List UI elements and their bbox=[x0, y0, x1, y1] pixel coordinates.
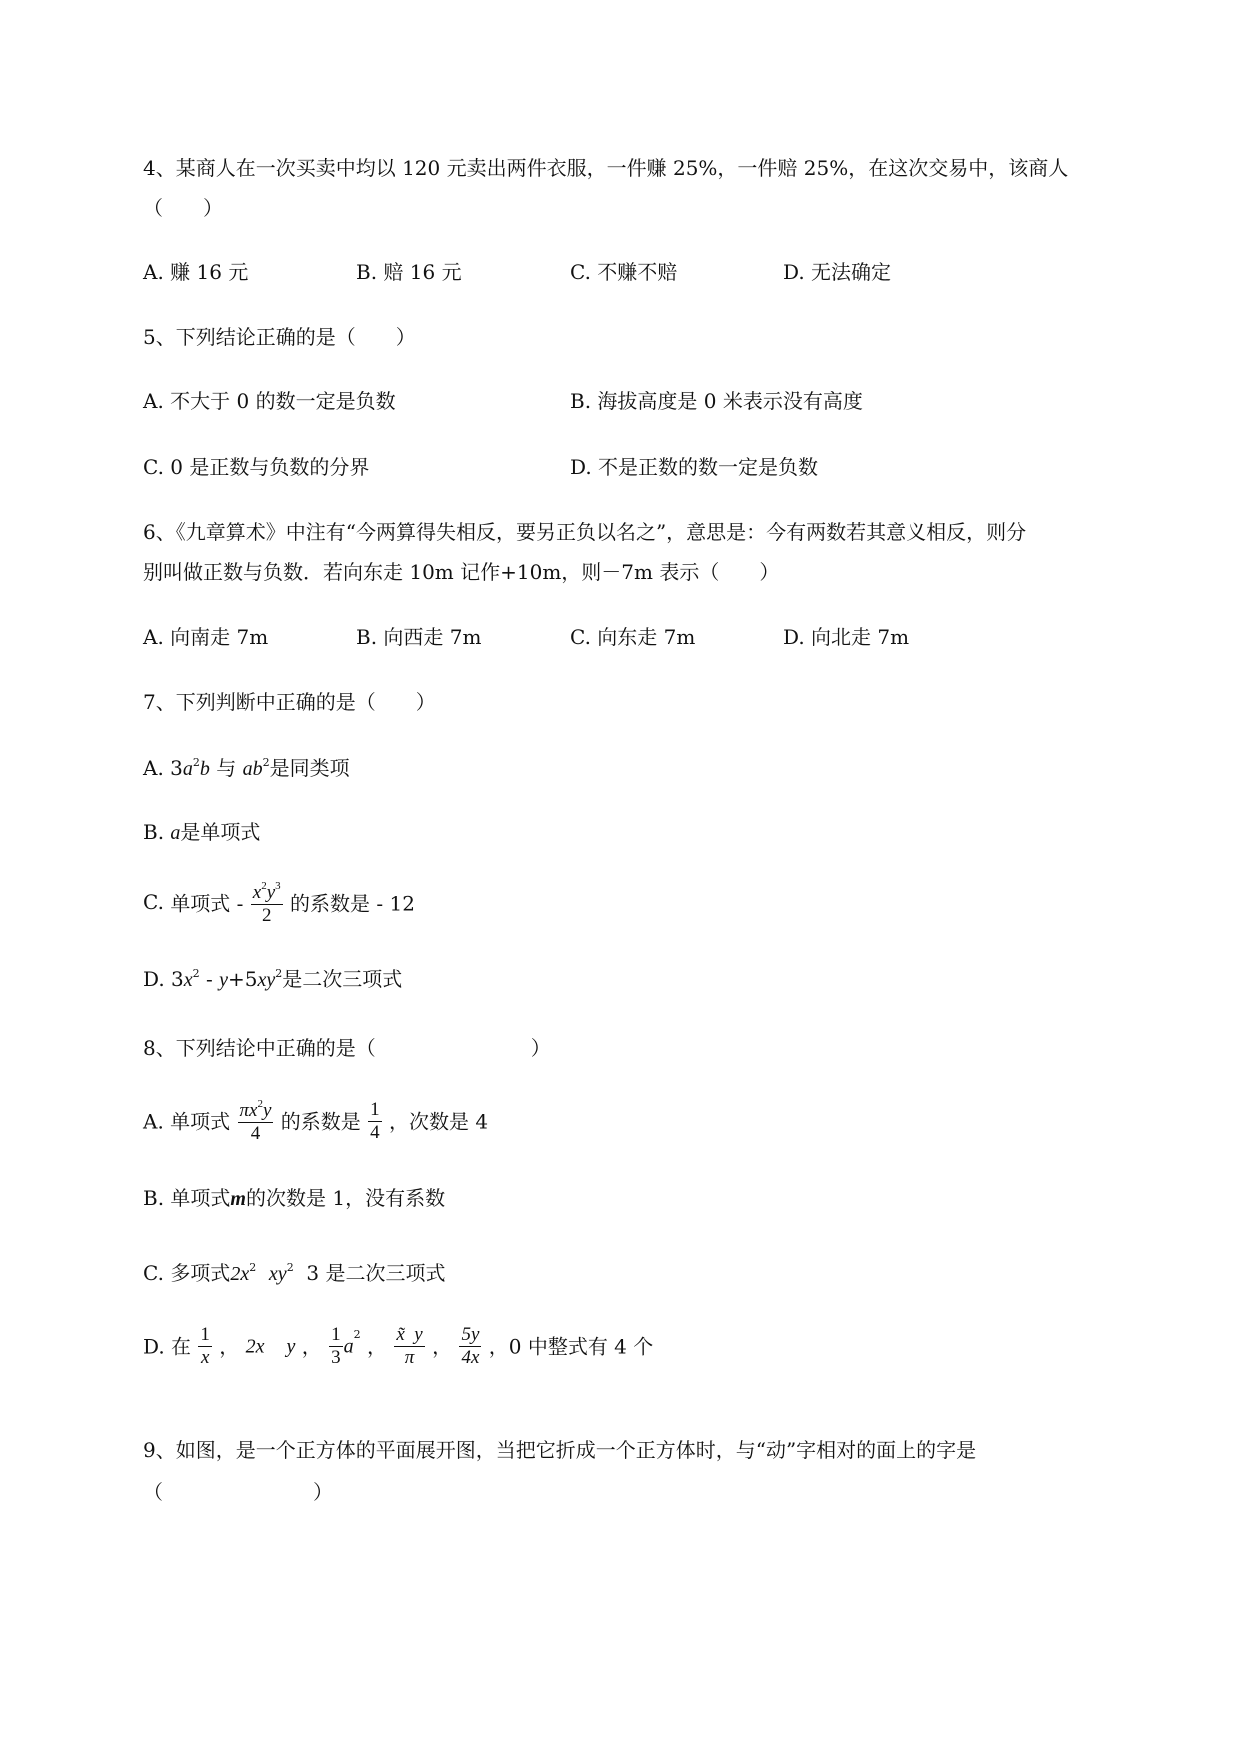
q8a-coefficient-fraction: $\frac{1}{4}$ bbox=[370, 1099, 380, 1143]
q6-option-a: A. 向南走 7m bbox=[143, 625, 269, 649]
q4-paren: （ ） bbox=[143, 196, 223, 220]
q8-option-d: D. 在 $\frac{1}{x}$ ， 2x y ， $\frac{1}{3}$ $a^2$ ， $\frac{x̃ y}{\pi}$ ， $\frac{5y}{4x}$ ，0 中整式有 4 个 bbox=[143, 1324, 654, 1368]
q5-option-b: B. 海拔高度是 0 米表示没有高度 bbox=[570, 389, 863, 413]
q4-option-c: C. 不赚不赔 bbox=[570, 260, 678, 284]
q8-stem: 8、下列结论中正确的是（ ） bbox=[143, 1036, 551, 1060]
q4-stem: 4、某商人在一次买卖中均以 120 元卖出两件衣服，一件赚 25%，一件赔 25%，在这次交易中，该商人 bbox=[143, 156, 1069, 180]
q8d-fraction-one-third: $\frac{1}{3}$ bbox=[331, 1324, 341, 1368]
q7-option-b: B. a是单项式 bbox=[143, 820, 261, 844]
q7c-fraction: $\frac{x^2y^3}{2}$ bbox=[252, 880, 281, 926]
q5-option-d: D. 不是正数的数一定是负数 bbox=[570, 455, 819, 479]
q8d-fraction-5y-over-4x: $\frac{5y}{4x}$ bbox=[461, 1324, 480, 1368]
q8-option-c: C. 多项式$2x^2$ $xy^2$ 3 是二次三项式 bbox=[143, 1261, 446, 1285]
q7-option-c: C. 单项式 - $\frac{x^2y^3}{2}$ 的系数是 - 12 bbox=[143, 880, 415, 926]
q5-option-c: C. 0 是正数与负数的分界 bbox=[143, 455, 370, 479]
q6-stem-line2: 别叫做正数与负数．若向东走 10m 记作+10m，则－7m 表示（ ） bbox=[143, 560, 780, 584]
q8d-fraction-over-pi: $\frac{x̃ y}{\pi}$ bbox=[396, 1324, 423, 1368]
q9-stem: 9、如图，是一个正方体的平面展开图，当把它折成一个正方体时，与“动”字相对的面上的字是 bbox=[143, 1438, 977, 1462]
q9-paren: （ ） bbox=[143, 1480, 333, 1504]
q7-option-d: D. $3x^2 - y+5xy^2$是二次三项式 bbox=[143, 967, 403, 991]
q4-option-d: D. 无法确定 bbox=[783, 260, 892, 284]
q8a-monomial-fraction: $\frac{\pi x^2y}{4}$ bbox=[239, 1098, 272, 1144]
q6-option-c: C. 向东走 7m bbox=[570, 625, 696, 649]
q4-option-b: B. 赔 16 元 bbox=[356, 260, 462, 284]
q8-option-b: B. 单项式m的次数是 1，没有系数 bbox=[143, 1186, 446, 1210]
q7-option-a: A. $3a^2b$ 与 $ab^2$是同类项 bbox=[143, 756, 350, 780]
q6-option-b: B. 向西走 7m bbox=[356, 625, 482, 649]
q5-stem: 5、下列结论正确的是（ ） bbox=[143, 325, 416, 349]
q5-option-a: A. 不大于 0 的数一定是负数 bbox=[143, 389, 396, 413]
q7-stem: 7、下列判断中正确的是（ ） bbox=[143, 690, 436, 714]
q6-stem: 6、《九章算术》中注有“今两算得失相反，要另正负以名之”，意思是：今有两数若其意义相反，则分 bbox=[143, 520, 1027, 544]
q8d-fraction-1-over-x: $\frac{1}{x}$ bbox=[200, 1324, 210, 1368]
q8-option-a: A. 单项式 $\frac{\pi x^2y}{4}$ 的系数是 $\frac{1}{4}$ ，次数是 4 bbox=[143, 1098, 489, 1144]
q6-option-d: D. 向北走 7m bbox=[783, 625, 910, 649]
q4-option-a: A. 赚 16 元 bbox=[143, 260, 249, 284]
